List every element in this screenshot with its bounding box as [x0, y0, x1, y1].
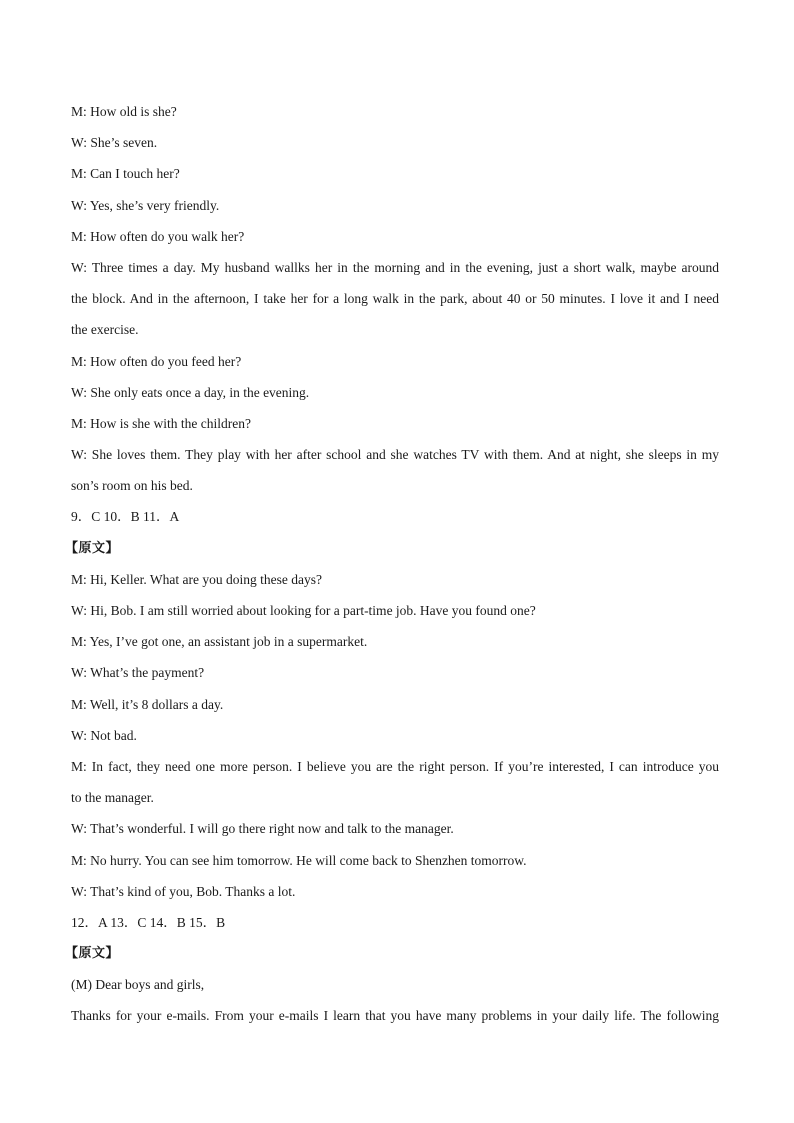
dialogue-line: M: How old is she?: [71, 104, 177, 119]
dialogue-line: (M) Dear boys and girls,: [71, 977, 205, 993]
dialogue-line: W: Not bad.: [71, 727, 137, 743]
dialogue-line: W: Hi, Bob. I am still worried about looking for a part-time job. Have you found one?: [71, 603, 536, 618]
dialogue-line: W: She loves them. They play with her after school and she watches TV with them. And at night, she sleeps in my: [71, 447, 719, 463]
answer-key-line: 9．C 10．B 11．A: [71, 509, 180, 525]
dialogue-line: W: She’s seven.: [71, 135, 158, 151]
section-heading: 【原文】: [65, 946, 120, 962]
dialogue-line: M: No hurry. You can see him tomorrow. He will come back to Shenzhen tomorrow.: [71, 852, 527, 868]
dialogue-line: M: How often do you feed her?: [71, 353, 242, 369]
dialogue-line: W: She only eats once a day, in the evening.: [71, 384, 310, 400]
dialogue-line: M: Can I touch her?: [71, 166, 180, 182]
dialogue-line: W: Three times a day. My husband wallks her in the morning and in the evening, just a short walk, maybe around: [71, 259, 719, 275]
text-line: the block. And in the afternoon, I take her for a long walk in the park, about 40 or 50 minutes. I love it and I need: [71, 291, 719, 307]
dialogue-line: M: How is she with the children?: [71, 415, 251, 431]
text-line: son’s room on his bed.: [71, 478, 193, 494]
text-line: to the manager.: [71, 790, 154, 806]
answer-key-line: 12．A 13．C 14．B 15．B: [71, 914, 226, 930]
dialogue-line: M: Yes, I’ve got one, an assistant job in a supermarket.: [71, 634, 368, 650]
text-line: Thanks for your e-mails. From your e-mails I learn that you have many problems in your daily life. The following: [71, 1008, 719, 1024]
section-heading: 【原文】: [65, 540, 120, 556]
dialogue-line: W: That’s kind of you, Bob. Thanks a lot.: [71, 883, 296, 899]
dialogue-line: M: Hi, Keller. What are you doing these days?: [71, 571, 322, 587]
dialogue-line: W: Yes, she’s very friendly.: [71, 197, 220, 213]
dialogue-line: M: How often do you walk her?: [71, 228, 245, 244]
dialogue-line: M: In fact, they need one more person. I believe you are the right person. If you’re interested, I can introduce you: [71, 758, 719, 774]
dialogue-line: M: Well, it’s 8 dollars a day.: [71, 696, 224, 712]
text-line: the exercise.: [71, 322, 139, 338]
transcript-body: [65, 98, 719, 1034]
dialogue-line: W: What’s the payment?: [71, 665, 205, 681]
dialogue-line: W: That’s wonderful. I will go there right now and talk to the manager.: [71, 821, 454, 837]
